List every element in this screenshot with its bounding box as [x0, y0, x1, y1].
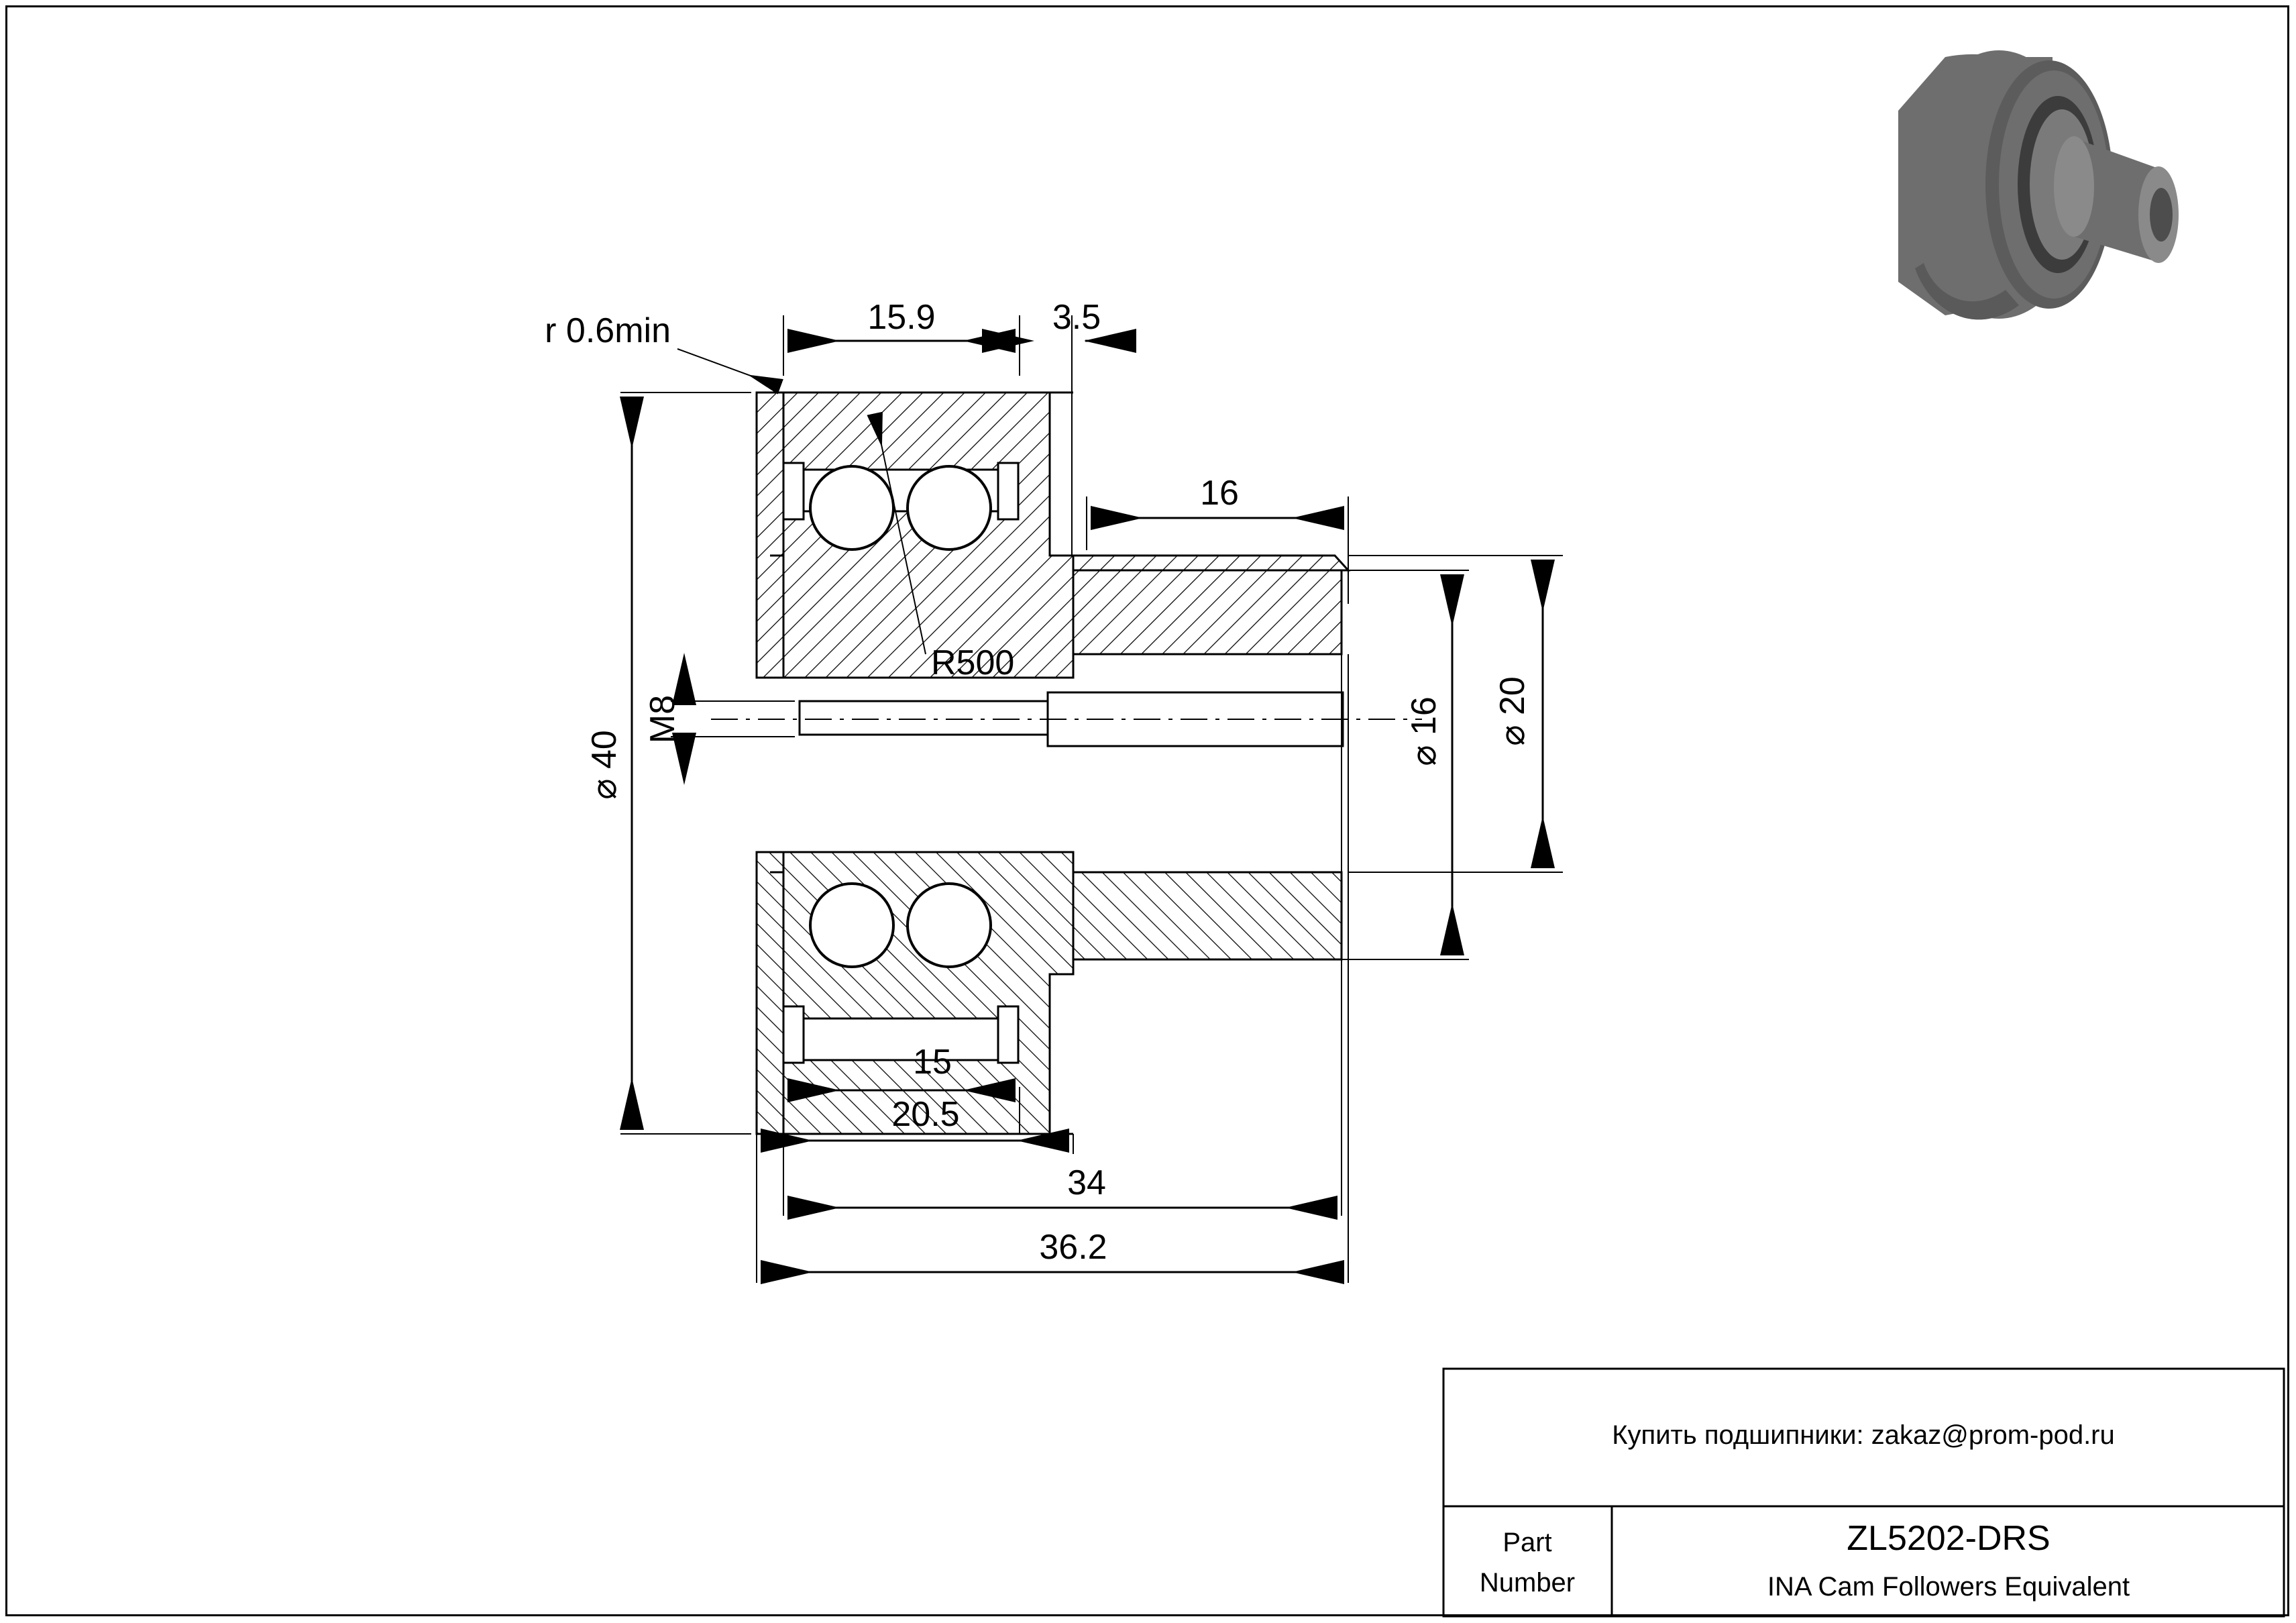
dim-label-20-5: 20.5: [891, 1095, 960, 1134]
dim-label-d20: ⌀ 20: [1493, 676, 1532, 746]
section-thread-bore: [800, 701, 1048, 735]
note-label-r500: R500: [931, 643, 1015, 682]
dim-label-d16: ⌀ 16: [1405, 696, 1443, 766]
dim-label-3-5: 3.5: [1052, 298, 1101, 337]
dim-label-36-2: 36.2: [1039, 1228, 1107, 1267]
dim-15-9: [783, 298, 1020, 376]
title-block-part-label-1: Part: [1502, 1528, 1552, 1557]
section-stud-upper: [1073, 570, 1342, 654]
dim-d-16: [1342, 570, 1469, 959]
title-block-part-subtitle: INA Cam Followers Equivalent: [1767, 1572, 2130, 1602]
dim-label-15: 15: [913, 1043, 952, 1082]
note-label-r06: r 0.6min: [545, 311, 671, 350]
title-block-contact: Купить подшипники: zakaz@prom-pod.ru: [1612, 1420, 2115, 1450]
section-left-wall-lower: [757, 852, 783, 1134]
dim-label-16-length: 16: [1200, 474, 1239, 513]
title-block: [1443, 1369, 2284, 1616]
dim-label-m8: M8: [643, 694, 682, 744]
dim-label-34: 34: [1067, 1163, 1106, 1202]
section-hub-step-upper: [1073, 556, 1348, 570]
dim-label-od40: ⌀ 40: [585, 730, 624, 800]
dim-label-15-9: 15.9: [867, 298, 936, 337]
dim-od-40: [585, 392, 751, 1134]
dim-d-20: [1348, 556, 1563, 872]
section-stud-lower: [1073, 872, 1342, 959]
title-block-part-label-2: Number: [1479, 1568, 1576, 1598]
title-block-part-number: ZL5202-DRS: [1847, 1519, 2051, 1558]
isometric-render: [1898, 50, 2179, 319]
note-r-0-6-min: [545, 311, 778, 386]
section-left-wall-upper: [757, 392, 783, 678]
